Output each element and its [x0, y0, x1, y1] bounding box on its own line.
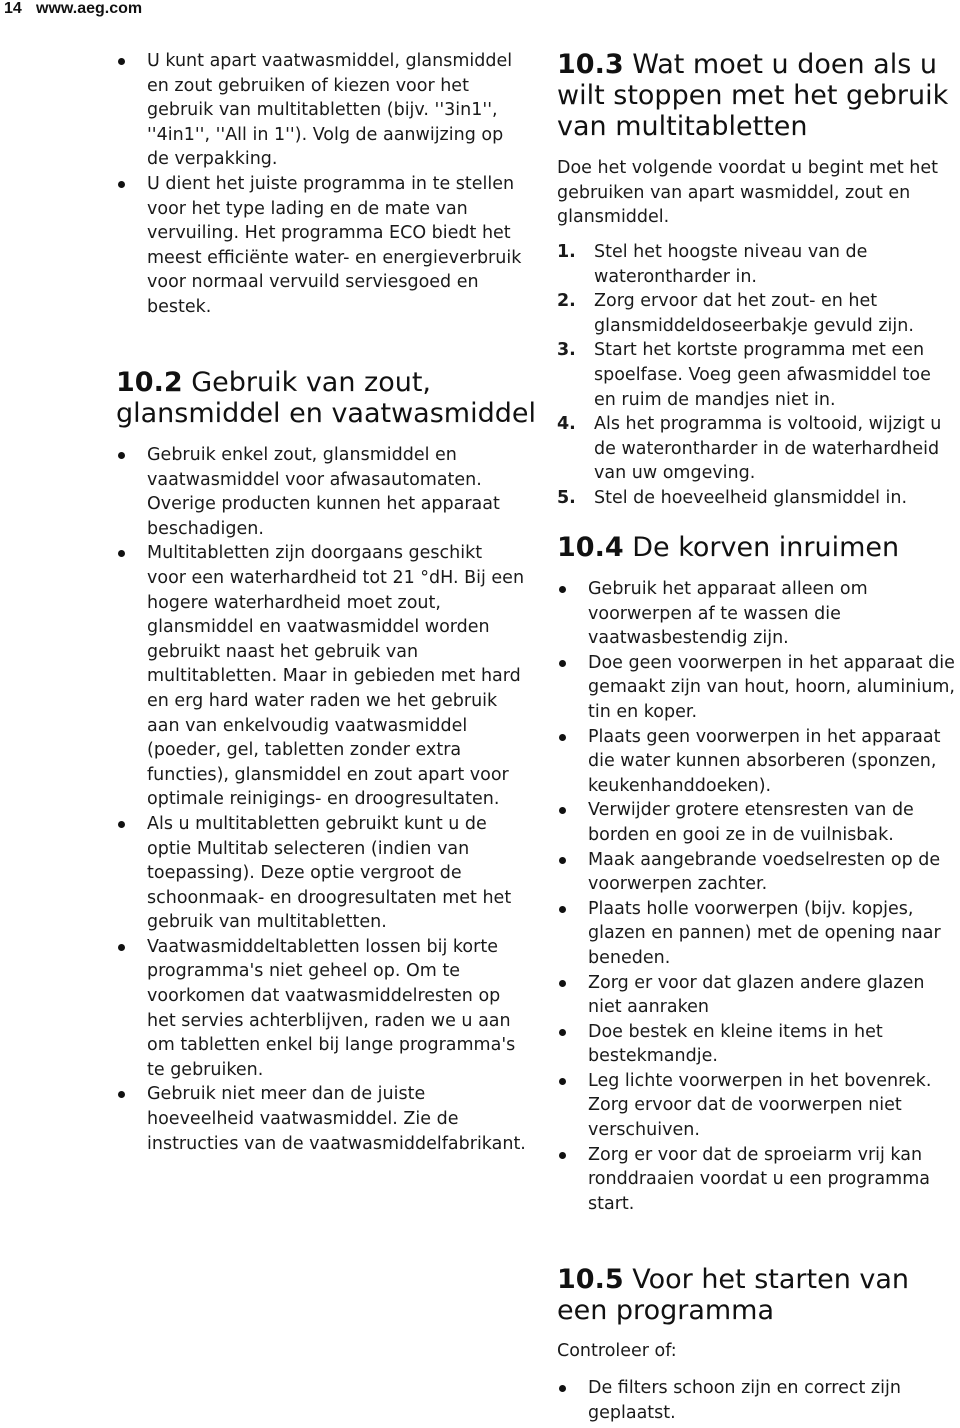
- list-item: Gebruik niet meer dan de juiste hoeveelheid vaatwasmiddel. Zie de instructies van de vaatwasmiddelfabrikant.: [116, 1082, 526, 1156]
- list-item: Vaatwasmiddeltabletten lossen bij korte programma's niet geheel op. Om te voorkomen dat vaatwasmiddelresten op het servies achterblijven, raden we u aan om tabletten enkel bij lange programma's te gebruiken.: [116, 935, 526, 1083]
- bullet-icon: [559, 734, 566, 741]
- section-10-2-bullet-list: [116, 443, 526, 1156]
- section-heading-10-3: 10.3 Wat moet u doen als u wilt stoppen met het gebruik van multitabletten: [557, 49, 949, 142]
- bullet-icon: [559, 857, 566, 864]
- list-item: Leg lichte voorwerpen in het bovenrek. Zorg ervoor dat de voorwerpen niet verschuiven.: [557, 1069, 955, 1143]
- bullet-icon: [559, 586, 566, 593]
- section-10-5-bullet-list: [557, 1376, 955, 1425]
- bullet-icon: [559, 660, 566, 667]
- bullet-icon: [559, 807, 566, 814]
- list-item: Doe bestek en kleine items in het bestekmandje.: [557, 1020, 955, 1069]
- site-url: www.aeg.com: [36, 0, 143, 17]
- section-10-3-intro: Doe het volgende voordat u begint met het gebruiken van apart wasmiddel, zout en glansmiddel.: [557, 158, 939, 228]
- list-item: Zorg er voor dat glazen andere glazen niet aanraken: [557, 971, 955, 1020]
- bullet-icon: [559, 980, 566, 987]
- bullet-icon: [559, 1152, 566, 1159]
- bullet-icon: [118, 181, 125, 188]
- list-item: U dient het juiste programma in te stellen voor het type lading en de mate van vervuiling. Het programma ECO biedt het meest efficiënte water- en energieverbruik voor normaal vervuild serviesgoed en bestek.: [116, 172, 526, 320]
- section-10-4-bullet-list: [557, 577, 955, 1216]
- list-item: Maak aangebrande voedselresten op de voorwerpen zachter.: [557, 848, 955, 897]
- bullet-icon: [118, 550, 125, 557]
- section-heading-10-2: 10.2 Gebruik van zout, glansmiddel en vaatwasmiddel: [116, 367, 536, 429]
- bullet-icon: [559, 1385, 566, 1392]
- list-item: Zorg er voor dat de sproeiarm vrij kan ronddraaien voordat u een programma start.: [557, 1143, 955, 1217]
- list-item: Plaats holle voorwerpen (bijv. kopjes, glazen en pannen) met de opening naar beneden.: [557, 897, 955, 971]
- section-10-5-intro: Controleer of:: [557, 1341, 677, 1361]
- section-heading-10-4: 10.4 De korven inruimen: [557, 532, 900, 563]
- bullet-icon: [118, 944, 125, 951]
- bullet-icon: [118, 821, 125, 828]
- list-item: Als u multitabletten gebruikt kunt u de optie Multitab selecteren (indien van toepassing). Deze optie vergroot de schoonmaak- en droogresultaten met het gebruik van multitabletten.: [116, 812, 526, 935]
- list-item: U kunt apart vaatwasmiddel, glansmiddel en zout gebruiken of kiezen voor het gebruik van multitabletten (bijv. ''3in1'', ''4in1'', ''All in 1''). Volg de aanwijzing op de verpakking.: [116, 49, 526, 172]
- bullet-icon: [118, 58, 125, 65]
- bullet-icon: [559, 906, 566, 913]
- step-item: 1. Stel het hoogste niveau van de waterontharder in.: [557, 242, 868, 287]
- section-10-3-steps: [557, 240, 955, 511]
- bullet-icon: [559, 1029, 566, 1036]
- intro-bullet-list: [116, 49, 526, 320]
- section-heading-10-5: 10.5 Voor het starten van een programma: [557, 1264, 910, 1326]
- list-item: Gebruik het apparaat alleen om voorwerpen af te wassen die vaatwasbestendig zijn.: [557, 577, 955, 651]
- list-item: De filters schoon zijn en correct zijn geplaatst.: [557, 1376, 955, 1425]
- bullet-icon: [559, 1078, 566, 1085]
- page-number: 14: [4, 0, 22, 17]
- list-item: Doe geen voorwerpen in het apparaat die gemaakt zijn van hout, hoorn, aluminium, tin en koper.: [557, 651, 955, 725]
- list-item: Verwijder grotere etensresten van de borden en gooi ze in de vuilnisbak.: [557, 798, 955, 847]
- bullet-icon: [118, 452, 125, 459]
- step-item: 5. Stel de hoeveelheid glansmiddel in.: [557, 487, 908, 508]
- list-item: Gebruik enkel zout, glansmiddel en vaatwasmiddel voor afwasautomaten. Overige producten kunnen het apparaat beschadigen.: [116, 443, 526, 541]
- page-header: [4, 0, 142, 18]
- bullet-icon: [118, 1091, 125, 1098]
- step-item: 2. Zorg ervoor dat het zout- en het glansmiddeldoseerbakje gevuld zijn.: [557, 291, 914, 336]
- step-item: 3. Start het kortste programma met een spoelfase. Voeg geen afwasmiddel toe en ruim de mandjes niet in.: [557, 340, 931, 410]
- step-item: 4. Als het programma is voltooid, wijzigt u de waterontharder in de waterhardheid van uw omgeving.: [557, 414, 942, 484]
- list-item: Plaats geen voorwerpen in het apparaat die water kunnen absorberen (sponzen, keukenhanddoeken).: [557, 725, 955, 799]
- list-item: Multitabletten zijn doorgaans geschikt voor een waterhardheid tot 21 °dH. Bij een hogere waterhardheid moet zout, glansmiddel en vaatwasmiddel worden gebruikt naast het gebruik van multitabletten. Maar in gebieden met hard en erg hard water raden we het gebruik aan van enkelvoudig vaatwasmiddel (poeder, gel, tabletten zonder extra functies), glansmiddel en zout apart voor optimale reinigings- en droogresultaten.: [116, 541, 526, 812]
